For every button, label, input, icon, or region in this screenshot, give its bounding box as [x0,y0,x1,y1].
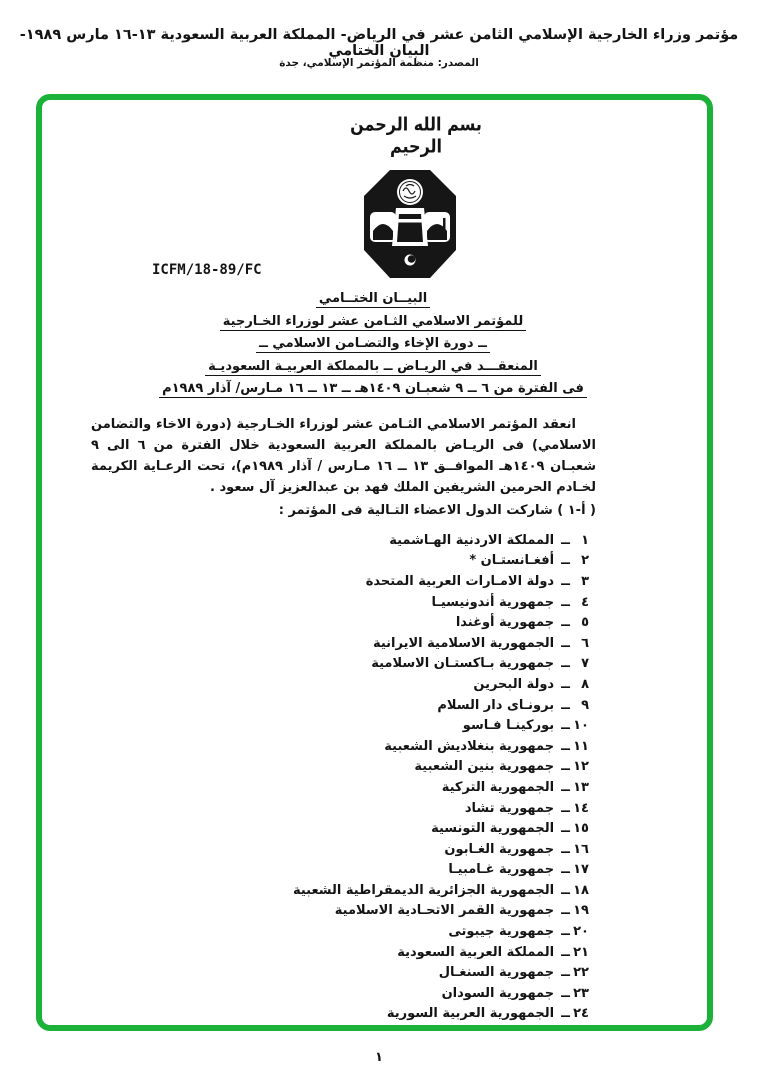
country-number: ٨ [581,676,589,692]
country-number: ١ [581,532,589,548]
country-name: جمهورية بنين الشعبية [414,759,555,775]
country-name: الجمهورية التركية [441,779,555,795]
country-name: جمهورية السنغـال [438,965,555,981]
country-list-item [196,983,589,1004]
country-name: جمهورية بنغلاديش الشعبية [384,738,555,754]
country-list-item [196,571,589,592]
country-number: ٢٠ [573,924,589,940]
list-separator-dash: ــ [561,656,570,672]
document-body-text [91,414,596,521]
country-number: ٢٣ [573,985,589,1001]
country-name: جمهورية غـامبيـا [448,862,555,878]
country-list-item [196,777,589,798]
country-list-item [196,818,589,839]
country-name: أفغـانستـان * [469,553,555,569]
country-list-item [196,757,589,778]
country-number: ٢ [581,553,589,569]
list-separator-dash: ــ [561,573,570,589]
list-separator-dash: ــ [561,924,570,940]
country-list-item [196,736,589,757]
country-name: المملكة العربية السعودية [397,944,555,960]
country-list [196,530,589,1024]
list-separator-dash: ــ [561,965,570,981]
list-separator-dash: ــ [561,532,570,548]
section-a1-intro: ( أ-١ ) شاركت الدول الاعضاء التـالية فى المؤتمر : [278,503,596,518]
opening-paragraph: انعقد المؤتمر الاسلامي الثـامن عشر لوزراء الخـارجية (دورة الاخاء والتضامن الاسلامي) فى الريـاض بالمملكة العربية السعودية خلال الفترة من ٦ الى ٩ شعبـان ١٤٠٩هـ الموافــق ١٣ ــ ١٦ مـارس / آذار ١٩٨٩م)، تحت الرعـاية الكريمة لخـادم الحرمين الشريفين الملك فهد بن عبدالعزيز آل سعود . [91,417,596,495]
country-number: ١٥ [573,821,589,837]
country-list-item [196,942,589,963]
country-name: دولة البحرين [473,676,555,692]
country-number: ٤ [581,594,589,610]
list-separator-dash: ــ [561,1006,570,1022]
list-separator-dash: ــ [561,985,570,1001]
country-number: ١٤ [573,800,589,816]
country-name: جمهورية تشاد [464,800,555,816]
country-list-item [196,695,589,716]
country-name: برونـاى دار السلام [437,697,555,713]
country-list-item [196,962,589,983]
country-name: الجمهورية الجزائرية الديمقراطية الشعبية [292,882,555,898]
country-name: جمهورية أندونيسيـا [431,594,555,610]
page-header-title: مؤتمر وزراء الخارجية الإسلامي الثامن عشر في الرياض- المملكة العربية السعودية ١٣-١٦ مارس ١٩٨٩- البيان الختامي [19,27,739,59]
source-attribution: المصدر: منظمة المؤتمر الإسلامي، جدة [279,57,479,69]
country-number: ٢١ [573,944,589,960]
country-list-item [196,612,589,633]
country-name: جمهورية الغـابون [444,841,555,857]
country-number: ١٩ [573,903,589,919]
document-headings [44,291,702,404]
list-separator-dash: ــ [561,718,570,734]
list-separator-dash: ــ [561,553,570,569]
list-separator-dash: ــ [561,862,570,878]
country-list-item [196,860,589,881]
list-separator-dash: ــ [561,738,570,754]
bismillah-calligraphy: بسم الله الرحمن الرحيم [350,113,482,157]
country-number: ١٧ [573,862,589,878]
country-list-item [196,633,589,654]
country-name: جمهورية أوغندا [455,615,555,631]
country-list-item [196,921,589,942]
country-number: ١٢ [573,759,589,775]
country-name: المملكة الاردنية الهـاشمية [389,532,555,548]
country-number: ٣ [581,573,589,589]
country-number: ٩ [581,697,589,713]
country-name: الجمهورية العربية السورية [386,1006,555,1022]
country-list-item [196,901,589,922]
country-name: جمهورية بـاكستـان الاسلامية [371,656,555,672]
country-name: الجمهورية الاسلامية الايرانية [372,635,555,651]
list-separator-dash: ــ [561,635,570,651]
list-separator-dash: ــ [561,944,570,960]
list-separator-dash: ــ [561,779,570,795]
country-number: ١٣ [573,779,589,795]
country-name: بوركينـا فـاسو [462,718,555,734]
emblem-kaaba [397,214,423,242]
list-separator-dash: ــ [561,882,570,898]
list-separator-dash: ــ [561,800,570,816]
country-name: الجمهورية التونسية [431,821,555,837]
list-separator-dash: ــ [561,676,570,692]
country-number: ٧ [581,656,589,672]
list-separator-dash: ــ [561,615,570,631]
country-number: ٢٢ [573,965,589,981]
oic-emblem-icon [362,168,458,280]
heading-line: المنعقـــد في الريـاض ــ بالمملكة العربيـة السعوديـة [44,359,702,382]
country-number: ١١ [573,738,589,754]
country-number: ٢٤ [573,1006,589,1022]
country-list-item [196,674,589,695]
country-name: جمهورية السودان [441,985,555,1001]
list-separator-dash: ــ [561,903,570,919]
heading-line: البيــان الختــامي [44,291,702,314]
document-green-frame [36,94,713,1031]
list-separator-dash: ــ [561,821,570,837]
country-list-item [196,551,589,572]
country-number: ١٦ [573,841,589,857]
reference-code: ICFM/18-89/FC [152,262,262,278]
country-name: دولة الامـارات العربية المتحدة [365,573,555,589]
list-separator-dash: ــ [561,697,570,713]
country-number: ١٨ [573,882,589,898]
country-list-item [196,798,589,819]
heading-line: للمؤتمر الاسلامي الثـامن عشر لوزراء الخـارجية [44,314,702,337]
country-list-item [196,880,589,901]
country-list-item [196,530,589,551]
country-list-item [196,654,589,675]
country-list-item [196,1004,589,1025]
heading-line: ــ دورة الإخاء والتضـامن الاسلامي ــ [44,336,702,359]
country-number: ٦ [581,635,589,651]
list-separator-dash: ــ [561,841,570,857]
heading-line: فى الفترة من ٦ ــ ٩ شعبـان ١٤٠٩هـ ــ ١٣ ــ ١٦ مـارس/ آذار ١٩٨٩م [44,381,702,404]
list-separator-dash: ــ [561,594,570,610]
country-name: جمهورية جيبوتى [448,924,555,940]
list-separator-dash: ــ [561,759,570,775]
country-number: ١٠ [573,718,589,734]
page-number: ١ [375,1050,383,1065]
country-list-item [196,715,589,736]
country-number: ٥ [581,615,589,631]
country-name: جمهورية القمر الاتحـادية الاسلامية [334,903,555,919]
country-list-item [196,592,589,613]
country-list-item [196,839,589,860]
